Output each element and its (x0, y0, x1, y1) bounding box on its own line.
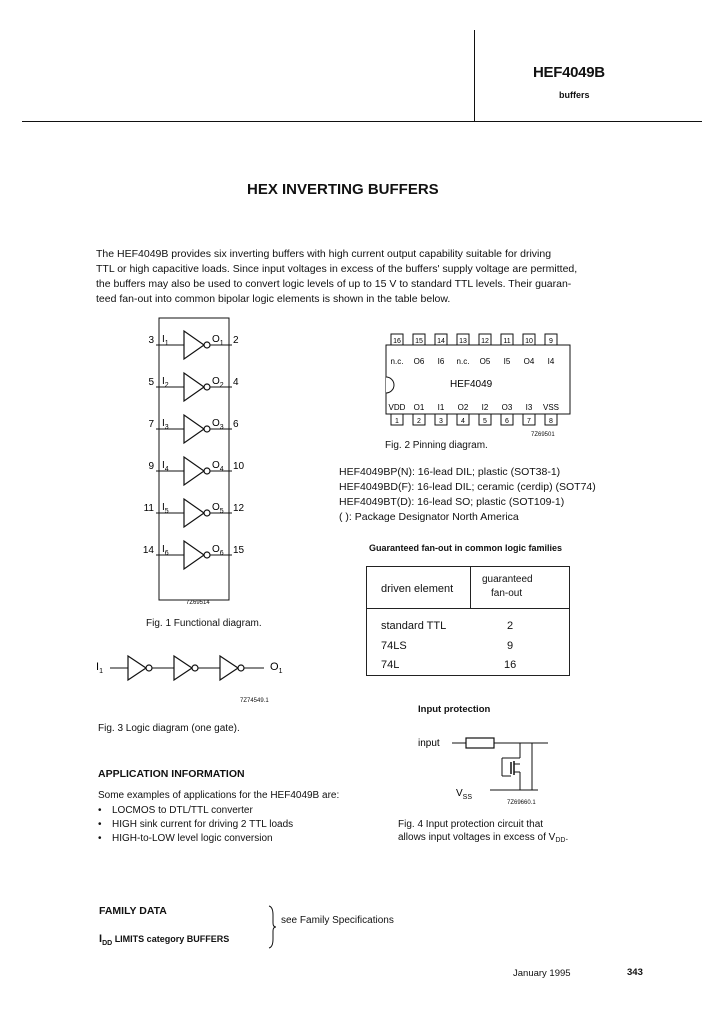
pin-label: O1 (413, 403, 425, 412)
pin-bottom (479, 414, 491, 425)
package-list (339, 465, 596, 525)
package-line: ( ): Package Designator North America (339, 511, 519, 523)
svg-text:10: 10 (525, 338, 533, 345)
pin-label: I5 (503, 357, 511, 366)
pin-bottom (391, 414, 403, 425)
input-label: $I_3$ (162, 418, 169, 431)
application-lead: Some examples of applications for the HEF4049B are: (98, 790, 340, 801)
pin-label: I3 (525, 403, 533, 412)
svg-text:3: 3 (439, 418, 443, 425)
col-header-fanout-line2: fan-out (491, 588, 523, 599)
buffer-gate (148, 373, 239, 401)
output-pin-number: 10 (233, 461, 245, 472)
input-label: $I_4$ (162, 460, 169, 473)
pin-bottom (457, 414, 469, 425)
fig3-output-label: $O_1$ (270, 661, 283, 675)
output-label: $O_2$ (212, 376, 224, 389)
output-pin-number: 2 (233, 335, 239, 346)
svg-text:12: 12 (481, 338, 489, 345)
pin-bottom (413, 414, 425, 425)
header-subtitle: buffers (559, 90, 590, 100)
resistor (466, 738, 494, 748)
intro-line: teed fan-out into common bipolar logic elements is shown in the table below. (96, 293, 451, 305)
family-see: see Family Specifications (281, 915, 394, 926)
inverter-symbol (184, 457, 204, 485)
fig3-input-label: $I_1$ (96, 661, 103, 675)
inverter-symbol (184, 499, 204, 527)
svg-text:4: 4 (461, 418, 465, 425)
intro-paragraph (96, 247, 577, 307)
fig4-caption-line1: Fig. 4 Input protection circuit that (398, 819, 544, 830)
functional-diagram (130, 312, 260, 612)
fig3-code: 7Z74549.1 (240, 698, 269, 704)
col-header-driven-element: driven element (381, 583, 454, 595)
output-label: $O_1$ (212, 334, 224, 347)
inverter-symbol (184, 373, 204, 401)
pin-label: I1 (437, 403, 445, 412)
fig4-title: Input protection (418, 704, 491, 715)
pin-top (413, 334, 425, 345)
svg-text:7: 7 (527, 418, 531, 425)
pin-top (435, 334, 447, 345)
pin-label: O5 (479, 357, 491, 366)
pin-label: n.c. (390, 357, 404, 366)
output-label: $O_6$ (212, 544, 224, 557)
pin-label: VSS (542, 403, 560, 412)
fig2-code: 7Z69501 (531, 432, 555, 438)
pin-label: VDD (388, 403, 406, 412)
input-protection-circuit (416, 728, 566, 808)
inverter-symbol (220, 656, 244, 680)
pin-bottom (435, 414, 447, 425)
pin-bottom (545, 414, 557, 425)
list-item: • LOCMOS to DTL/TTL converter (98, 804, 293, 818)
input-label: $I_2$ (162, 376, 169, 389)
bracket (266, 905, 278, 949)
inverter-symbol (128, 656, 152, 680)
pin-bottom (501, 414, 513, 425)
list-item: • HIGH-to-LOW level logic conversion (98, 832, 293, 846)
buffer-gate (148, 415, 239, 443)
row-fanout: 16 (504, 659, 517, 671)
pin-label: n.c. (456, 357, 470, 366)
svg-text:14: 14 (437, 338, 445, 345)
svg-text:13: 13 (459, 338, 467, 345)
buffer-gate (148, 457, 244, 485)
input-pin-number: 9 (148, 461, 154, 472)
svg-text:6: 6 (505, 418, 509, 425)
intro-line: the buffers may also be used to convert logic levels of up to 15 V to standard TTL levels. Their guaran- (96, 278, 572, 290)
header-horizontal-rule (22, 121, 702, 122)
pin-label: O4 (523, 357, 535, 366)
intro-line: The HEF4049B provides six inverting buffers with high current output capability suitable for driving (96, 248, 552, 260)
fig4-caption (398, 818, 568, 847)
svg-text:16: 16 (393, 338, 401, 345)
svg-text:15: 15 (415, 338, 423, 345)
input-label: $I_5$ (162, 502, 169, 515)
inverter-symbol (184, 331, 204, 359)
header-vertical-rule (474, 30, 475, 122)
output-pin-number: 15 (233, 545, 245, 556)
package-line: HEF4049BT(D): 16-lead SO; plastic (SOT109-1) (339, 496, 565, 508)
svg-text:8: 8 (549, 418, 553, 425)
inverter-symbol (184, 541, 204, 569)
output-label: $O_4$ (212, 460, 224, 473)
logic-diagram (92, 648, 312, 694)
pin-label: O2 (457, 403, 469, 412)
row-fanout: 2 (507, 620, 514, 632)
package-line: HEF4049BP(N): 16-lead DIL; plastic (SOT38-1) (339, 466, 561, 478)
pinning-diagram (380, 330, 580, 442)
pin-top (391, 334, 403, 345)
application-list (98, 804, 293, 846)
pin-label: O6 (413, 357, 425, 366)
intro-line: TTL or high capacitive loads. Since input voltages in excess of the buffers' supply voltage are permitted, (96, 263, 578, 275)
protection-transistor (502, 758, 520, 790)
footer-date: January 1995 (513, 968, 571, 979)
fig3-caption: Fig. 3 Logic diagram (one gate). (98, 723, 240, 734)
chip-name: HEF4049 (450, 379, 493, 390)
input-label: $I_1$ (162, 334, 169, 347)
row-element: 74LS (381, 640, 407, 652)
input-label: $I_6$ (162, 544, 169, 557)
part-number: HEF4049B (533, 64, 605, 81)
row-fanout: 9 (507, 640, 514, 652)
output-label: $O_5$ (212, 502, 224, 515)
table-header (367, 567, 569, 609)
pin-label: O3 (501, 403, 513, 412)
pin-top (523, 334, 535, 345)
input-pin-number: 3 (148, 335, 154, 346)
pin-label: I6 (437, 357, 445, 366)
pin-label: I2 (481, 403, 489, 412)
family-heading: FAMILY DATA (99, 905, 167, 917)
pin-label: I4 (547, 357, 555, 366)
input-pin-number: 11 (143, 503, 154, 514)
output-label: $O_3$ (212, 418, 224, 431)
fig2-caption: Fig. 2 Pinning diagram. (385, 440, 488, 451)
input-pin-number: 14 (142, 545, 154, 556)
application-heading: APPLICATION INFORMATION (98, 768, 245, 780)
svg-text:11: 11 (503, 338, 511, 345)
svg-text:9: 9 (549, 338, 553, 345)
svg-text:1: 1 (395, 418, 399, 425)
fig1-code: 7Z69514 (186, 600, 210, 606)
row-element: 74L (381, 659, 400, 671)
pin-top (457, 334, 469, 345)
output-pin-number: 12 (233, 503, 245, 514)
inverter-symbol (184, 415, 204, 443)
fig4-caption-line2: allows input voltages in excess of $V_{DD}$. (398, 832, 569, 844)
input-pin-number: 5 (148, 377, 154, 388)
output-pin-number: 4 (233, 377, 239, 388)
output-pin-number: 6 (233, 419, 239, 430)
row-element: standard TTL (381, 620, 447, 632)
col-header-fanout-line1: guaranteed (482, 574, 533, 585)
page-title: HEX INVERTING BUFFERS (247, 181, 439, 198)
fig4-input-label: input (418, 738, 440, 749)
list-item: • HIGH sink current for driving 2 TTL loads (98, 818, 293, 832)
fanout-table-title: Guaranteed fan-out in common logic families (369, 543, 563, 553)
idd-limits: $I_{DD}$ LIMITS category BUFFERS (99, 933, 230, 947)
page-number: 343 (627, 967, 643, 978)
package-line: HEF4049BD(F): 16-lead DIL; ceramic (cerdip) (SOT74) (339, 481, 596, 493)
pin-top (501, 334, 513, 345)
fig4-vss-label: $V_{SS}$ (456, 788, 473, 801)
fanout-table (366, 566, 570, 676)
fig1-caption: Fig. 1 Functional diagram. (146, 618, 262, 629)
pin-bottom (523, 414, 535, 425)
pin-top (479, 334, 491, 345)
svg-text:5: 5 (483, 418, 487, 425)
chip-notch (386, 377, 394, 393)
buffer-gate (148, 331, 239, 359)
svg-text:2: 2 (417, 418, 421, 425)
pin-top (545, 334, 557, 345)
inverter-symbol (174, 656, 198, 680)
input-pin-number: 7 (148, 419, 154, 430)
table-divider (470, 567, 471, 609)
fig4-code: 7Z69660.1 (507, 800, 536, 806)
